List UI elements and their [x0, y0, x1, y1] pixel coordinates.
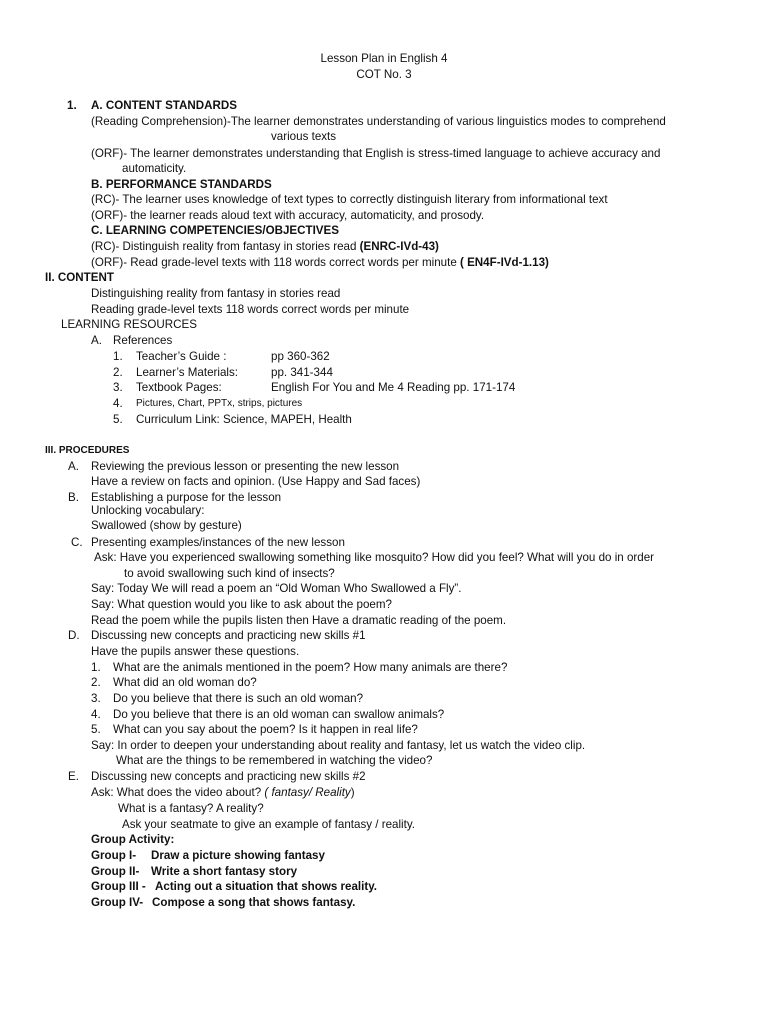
ref-label: Textbook Pages: [136, 381, 222, 394]
group-label: Group IV- [91, 896, 144, 909]
content-standard-rc: (Reading Comprehension)-The learner demonstrates understanding of various linguistics modes to comprehend [91, 115, 666, 128]
procedure-c-ask-1: Ask: Have you experienced swallowing something like mosquito? How did you feel? What will you do in order [94, 551, 655, 564]
question-num: 5. [91, 723, 101, 736]
procedure-c-say-2: Say: What question would you like to ask about the poem? [91, 598, 392, 611]
group-task: Write a short fantasy story [151, 865, 298, 878]
group-label: Group III - [91, 880, 146, 893]
question-num: 4. [91, 708, 101, 721]
group-task: Draw a picture showing fantasy [151, 849, 325, 862]
performance-standard-rc: (RC)- The learner uses knowledge of text types to correctly distinguish literary from informational text [91, 193, 608, 206]
competency-orf-text: (ORF)- Read grade-level texts with 118 words correct words per minute [91, 256, 460, 269]
content-standard-orf-cont: automaticity. [122, 162, 187, 175]
competency-rc-code: (ENRC-IVd-43) [359, 240, 439, 253]
ref-num: 1. [113, 350, 123, 363]
procedure-c-title: Presenting examples/instances of the new lesson [91, 536, 345, 549]
group-task: Acting out a situation that shows reality. [155, 880, 378, 893]
question-text: What are the animals mentioned in the poem? How many animals are there? [113, 661, 508, 674]
procedure-c-read: Read the poem while the pupils listen then Have a dramatic reading of the poem. [91, 614, 507, 627]
ref-num: 4. [113, 397, 123, 410]
procedure-d-say-2: What are the things to be remembered in watching the video? [116, 754, 433, 767]
content-standard-rc-cont: various texts [271, 130, 337, 143]
content-standards-heading: A. CONTENT STANDARDS [91, 99, 237, 112]
group-activity-heading: Group Activity: [91, 833, 175, 846]
procedure-e-ask-text: Ask: What does the video about? [91, 786, 265, 799]
procedure-e-line-2: What is a fantasy? A reality? [118, 802, 264, 815]
document-subtitle: COT No. 3 [356, 68, 412, 81]
competency-orf [91, 256, 549, 270]
procedure-e-ask [91, 786, 355, 800]
procedure-c-say-1: Say: Today We will read a poem an “Old Woman Who Swallowed a Fly”. [91, 582, 462, 595]
section-number: 1. [67, 99, 77, 112]
procedure-d-say-1: Say: In order to deepen your understanding about reality and fantasy, let us watch the video clip. [91, 739, 586, 752]
procedure-b-line-1: Unlocking vocabulary: [91, 504, 205, 517]
procedure-b-title: Establishing a purpose for the lesson [91, 491, 282, 504]
question-num: 3. [91, 692, 101, 705]
content-standard-orf: (ORF)- The learner demonstrates understanding that English is stress-timed language to achieve accuracy and [91, 147, 661, 160]
procedure-letter: C. [71, 536, 83, 549]
procedure-letter: E. [68, 770, 79, 783]
competency-rc-text: (RC)- Distinguish reality from fantasy in stories read [91, 240, 360, 253]
ref-label: Learner’s Materials: [136, 366, 239, 379]
ref-num: 5. [113, 413, 123, 426]
question-text: What can you say about the poem? Is it happen in real life? [113, 723, 418, 736]
ref-num: 3. [113, 381, 123, 394]
ref-label: Pictures, Chart, PPTx, strips, pictures [136, 398, 303, 409]
procedure-letter: D. [68, 629, 80, 642]
group-label: Group I- [91, 849, 137, 862]
competency-orf-code: ( EN4F-IVd-1.13) [459, 256, 549, 269]
ref-value: pp 360-362 [271, 350, 330, 363]
procedure-e-title: Discussing new concepts and practicing new skills #2 [91, 770, 366, 783]
performance-standard-orf: (ORF)- the learner reads aloud text with accuracy, automaticity, and prosody. [91, 209, 485, 222]
document-title: Lesson Plan in English 4 [320, 52, 448, 65]
procedure-c-ask-2: to avoid swallowing such kind of insects? [124, 567, 335, 580]
question-num: 2. [91, 676, 101, 689]
procedure-e-line-3: Ask your seatmate to give an example of fantasy / reality. [122, 818, 415, 831]
question-text: What did an old woman do? [113, 676, 257, 689]
references-label: References [113, 334, 173, 347]
procedures-heading: III. PROCEDURES [45, 445, 130, 456]
procedure-d-title: Discussing new concepts and practicing new skills #1 [91, 629, 366, 642]
procedure-b-line-2: Swallowed (show by gesture) [91, 519, 242, 532]
procedure-a-line: Have a review on facts and opinion. (Use Happy and Sad faces) [91, 475, 421, 488]
group-label: Group II- [91, 865, 140, 878]
procedure-a-title: Reviewing the previous lesson or presenting the new lesson [91, 460, 400, 473]
ref-value: English For You and Me 4 Reading pp. 171-174 [271, 381, 516, 394]
performance-standards-heading: B. PERFORMANCE STANDARDS [91, 178, 272, 191]
question-text: Do you believe that there is such an old woman? [113, 692, 364, 705]
question-num: 1. [91, 661, 101, 674]
ref-num: 2. [113, 366, 123, 379]
ref-label: Curriculum Link: Science, MAPEH, Health [136, 413, 352, 426]
competency-rc [91, 240, 439, 254]
procedure-d-intro: Have the pupils answer these questions. [91, 645, 300, 658]
group-task: Compose a song that shows fantasy. [152, 896, 356, 909]
competencies-heading: C. LEARNING COMPETENCIES/OBJECTIVES [91, 224, 340, 237]
procedure-letter: B. [68, 491, 79, 504]
ref-label: Teacher’s Guide : [136, 350, 227, 363]
content-line-1: Distinguishing reality from fantasy in stories read [91, 287, 341, 300]
procedure-e-ask-end: ) [350, 786, 355, 799]
ref-value: pp. 341-344 [271, 366, 333, 379]
question-text: Do you believe that there is an old woman can swallow animals? [113, 708, 445, 721]
procedure-e-ask-italic: ( fantasy/ Reality [264, 786, 351, 799]
learning-resources-heading: LEARNING RESOURCES [61, 318, 197, 331]
content-heading: II. CONTENT [45, 271, 114, 284]
references-letter: A. [91, 334, 102, 347]
procedure-letter: A. [68, 460, 79, 473]
content-line-2: Reading grade-level texts 118 words correct words per minute [91, 303, 410, 316]
